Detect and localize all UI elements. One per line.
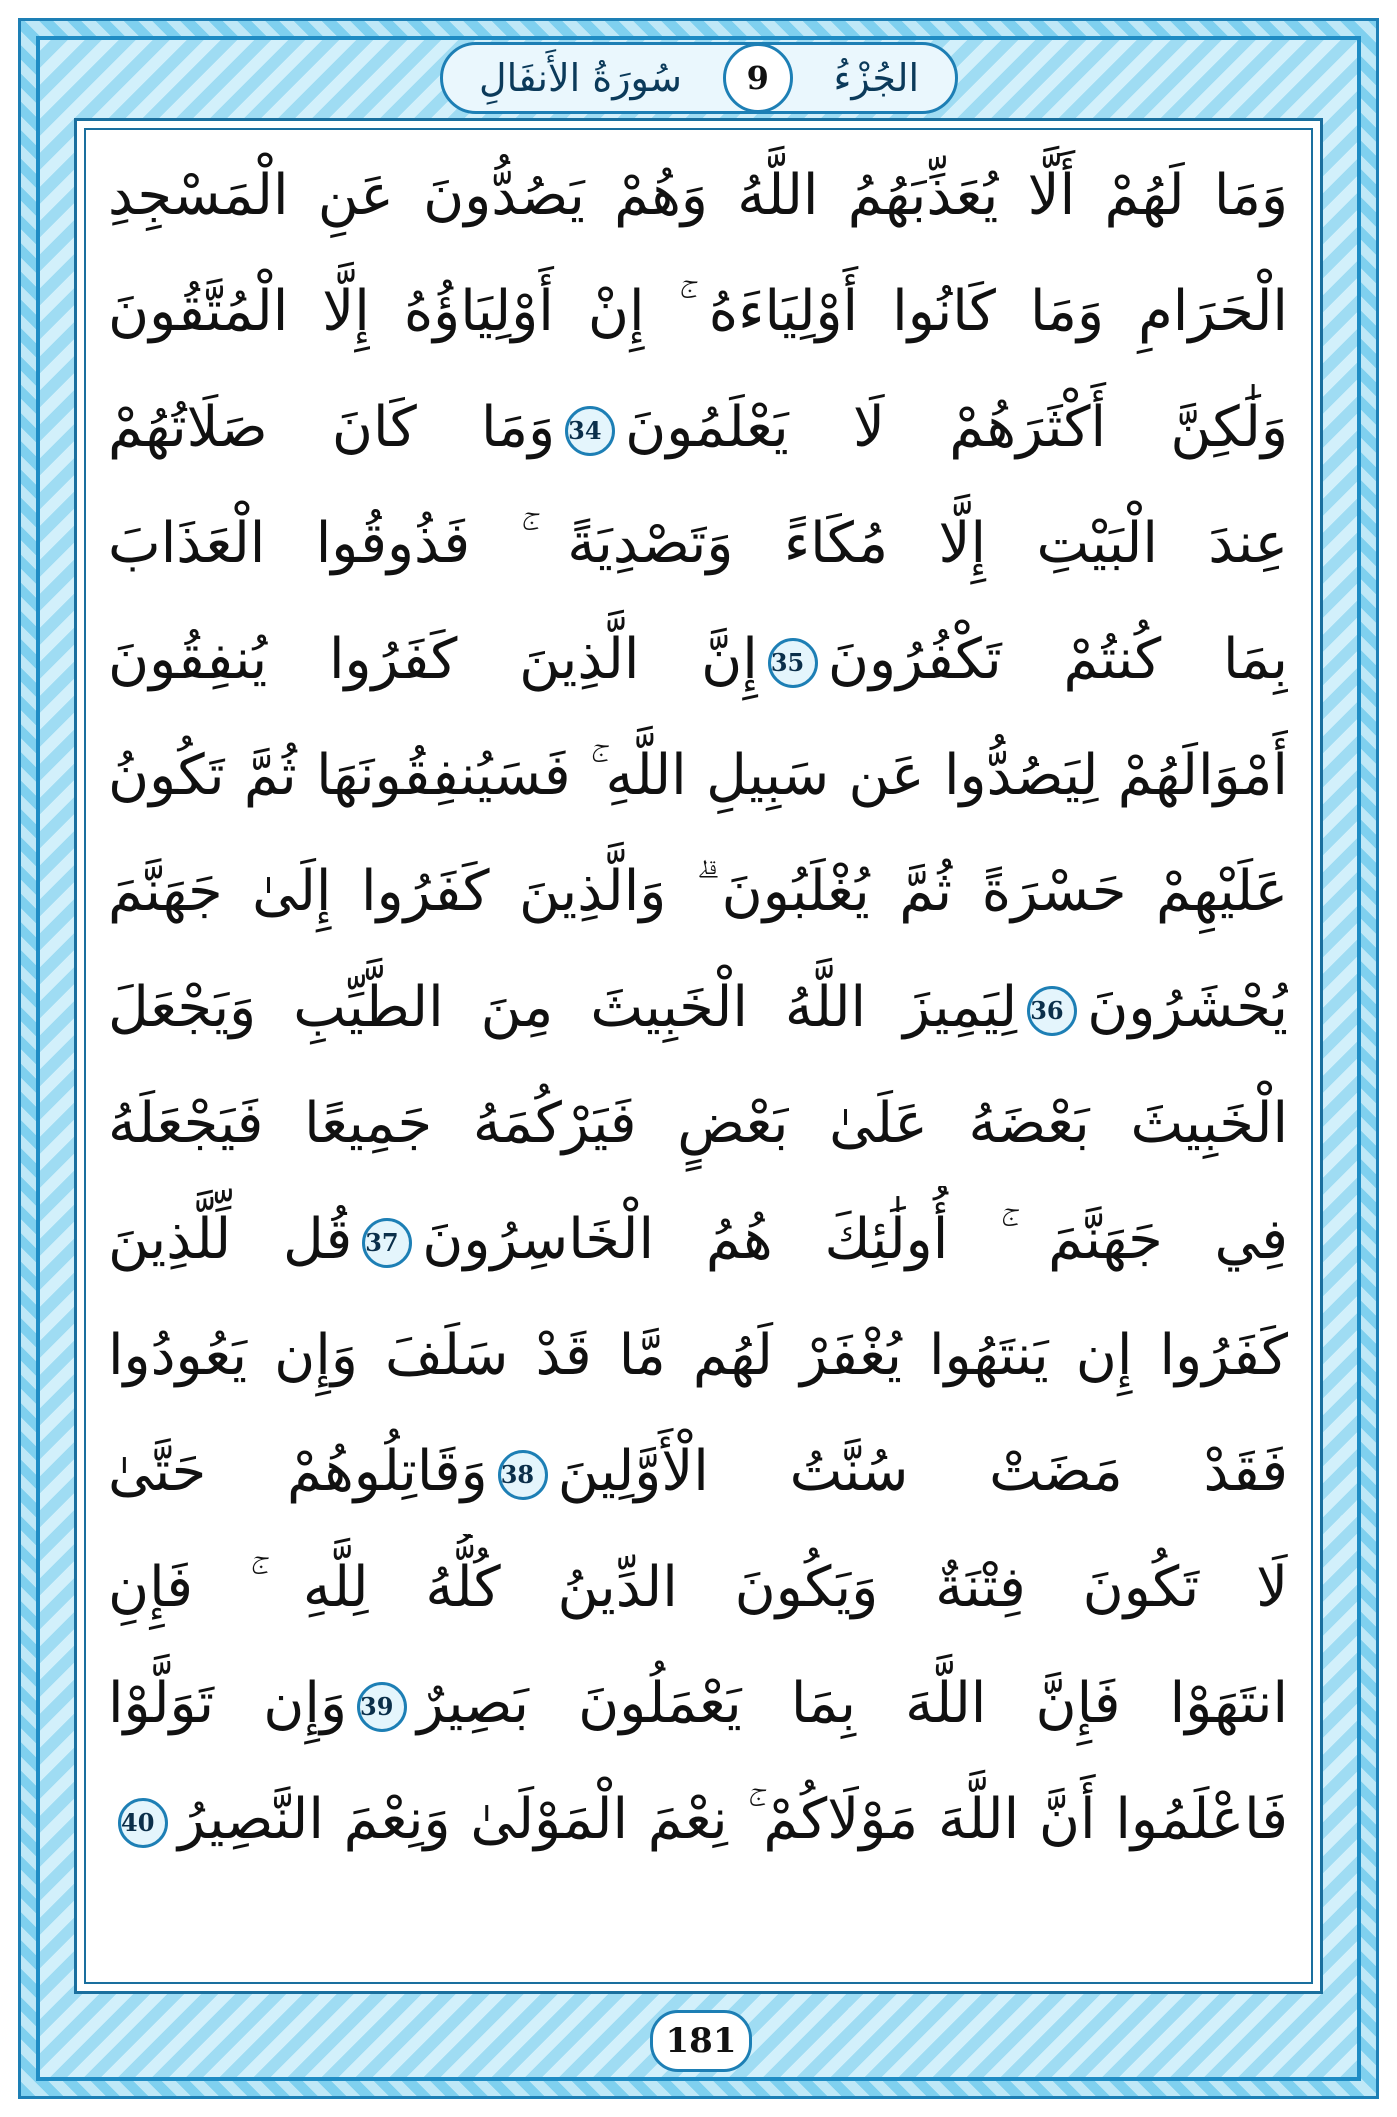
ayah-number-marker: 40	[118, 1798, 168, 1848]
ayah-number-marker: 38	[498, 1450, 548, 1500]
text-line	[108, 490, 1288, 598]
text-line	[108, 606, 1288, 714]
quran-text	[108, 140, 1288, 1970]
verse-text: وَلَٰكِنَّ أَكْثَرَهُمْ لَا يَعْلَمُونَ	[625, 395, 1288, 460]
verse-text: بِمَا كُنتُمْ تَكْفُرُونَ	[827, 627, 1288, 692]
verse-text: فَقَدْ مَضَتْ سُنَّتُ الْأَوَّلِينَ	[557, 1439, 1288, 1504]
juz-label: الجُزْءُ	[833, 56, 919, 100]
verse-text: عَلَيْهِمْ حَسْرَةً ثُمَّ يُغْلَبُونَ ۗ وَالَّذِينَ كَفَرُوا إِلَىٰ جَهَنَّمَ	[108, 859, 1288, 924]
verse-text: وَقَاتِلُوهُمْ حَتَّىٰ	[108, 1439, 488, 1504]
text-line	[108, 1070, 1288, 1178]
verse-text: وَإِن تَوَلَّوْا	[108, 1671, 347, 1736]
ayah-number-marker: 39	[357, 1682, 407, 1732]
verse-text: إِنَّ الَّذِينَ كَفَرُوا يُنفِقُونَ	[108, 627, 758, 692]
surah-name: سُورَةُ الأَنفَالِ	[479, 56, 683, 100]
verse-text: وَمَا كَانَ صَلَاتُهُمْ	[108, 395, 556, 460]
text-line	[108, 258, 1288, 366]
verse-text: الْحَرَامِ وَمَا كَانُوا أَوْلِيَاءَهُ ۚ إِنْ أَوْلِيَاؤُهُ إِلَّا الْمُتَّقُونَ	[108, 279, 1288, 344]
page-header	[440, 42, 958, 114]
ayah-number-marker: 37	[362, 1218, 412, 1268]
verse-text: كَفَرُوا إِن يَنتَهُوا يُغْفَرْ لَهُم مَّا قَدْ سَلَفَ وَإِن يَعُودُوا	[108, 1323, 1288, 1388]
ayah-number-marker: 34	[565, 406, 615, 456]
text-line	[108, 1418, 1288, 1526]
text-line	[108, 374, 1288, 482]
verse-text: يُحْشَرُونَ	[1087, 975, 1288, 1040]
verse-text: وَمَا لَهُمْ أَلَّا يُعَذِّبَهُمُ اللَّهُ وَهُمْ يَصُدُّونَ عَنِ الْمَسْجِدِ	[108, 163, 1288, 228]
ayah-number-marker: 36	[1027, 986, 1077, 1036]
text-line	[108, 722, 1288, 830]
text-line	[108, 1766, 1288, 1874]
text-line	[108, 838, 1288, 946]
verse-text: الْخَبِيثَ بَعْضَهُ عَلَىٰ بَعْضٍ فَيَرْكُمَهُ جَمِيعًا فَيَجْعَلَهُ	[108, 1091, 1288, 1156]
verse-text: فَاعْلَمُوا أَنَّ اللَّهَ مَوْلَاكُمْ ۚ نِعْمَ الْمَوْلَىٰ وَنِعْمَ النَّصِيرُ	[178, 1787, 1288, 1852]
verse-text: عِندَ الْبَيْتِ إِلَّا مُكَاءً وَتَصْدِيَةً ۚ فَذُوقُوا الْعَذَابَ	[108, 511, 1288, 576]
ayah-number-marker: 35	[768, 638, 818, 688]
text-line	[108, 1186, 1288, 1294]
verse-text: أَمْوَالَهُمْ لِيَصُدُّوا عَن سَبِيلِ اللَّهِ ۚ فَسَيُنفِقُونَهَا ثُمَّ تَكُونُ	[108, 743, 1288, 808]
verse-text: انتَهَوْا فَإِنَّ اللَّهَ بِمَا يَعْمَلُونَ بَصِيرٌ	[417, 1671, 1288, 1736]
text-line	[108, 1302, 1288, 1410]
text-line	[108, 142, 1288, 250]
verse-text: قُل لِّلَّذِينَ	[108, 1207, 353, 1272]
verse-text: لَا تَكُونَ فِتْنَةٌ وَيَكُونَ الدِّينُ كُلُّهُ لِلَّهِ ۚ فَإِنِ	[108, 1555, 1288, 1620]
verse-text: فِي جَهَنَّمَ ۚ أُولَٰئِكَ هُمُ الْخَاسِرُونَ	[422, 1207, 1288, 1272]
juz-number: 9	[723, 43, 793, 113]
text-line	[108, 1534, 1288, 1642]
text-line	[108, 1650, 1288, 1758]
verse-text: لِيَمِيزَ اللَّهُ الْخَبِيثَ مِنَ الطَّيِّبِ وَيَجْعَلَ	[108, 975, 1018, 1040]
page-number: 181	[650, 2010, 752, 2072]
text-line	[108, 954, 1288, 1062]
